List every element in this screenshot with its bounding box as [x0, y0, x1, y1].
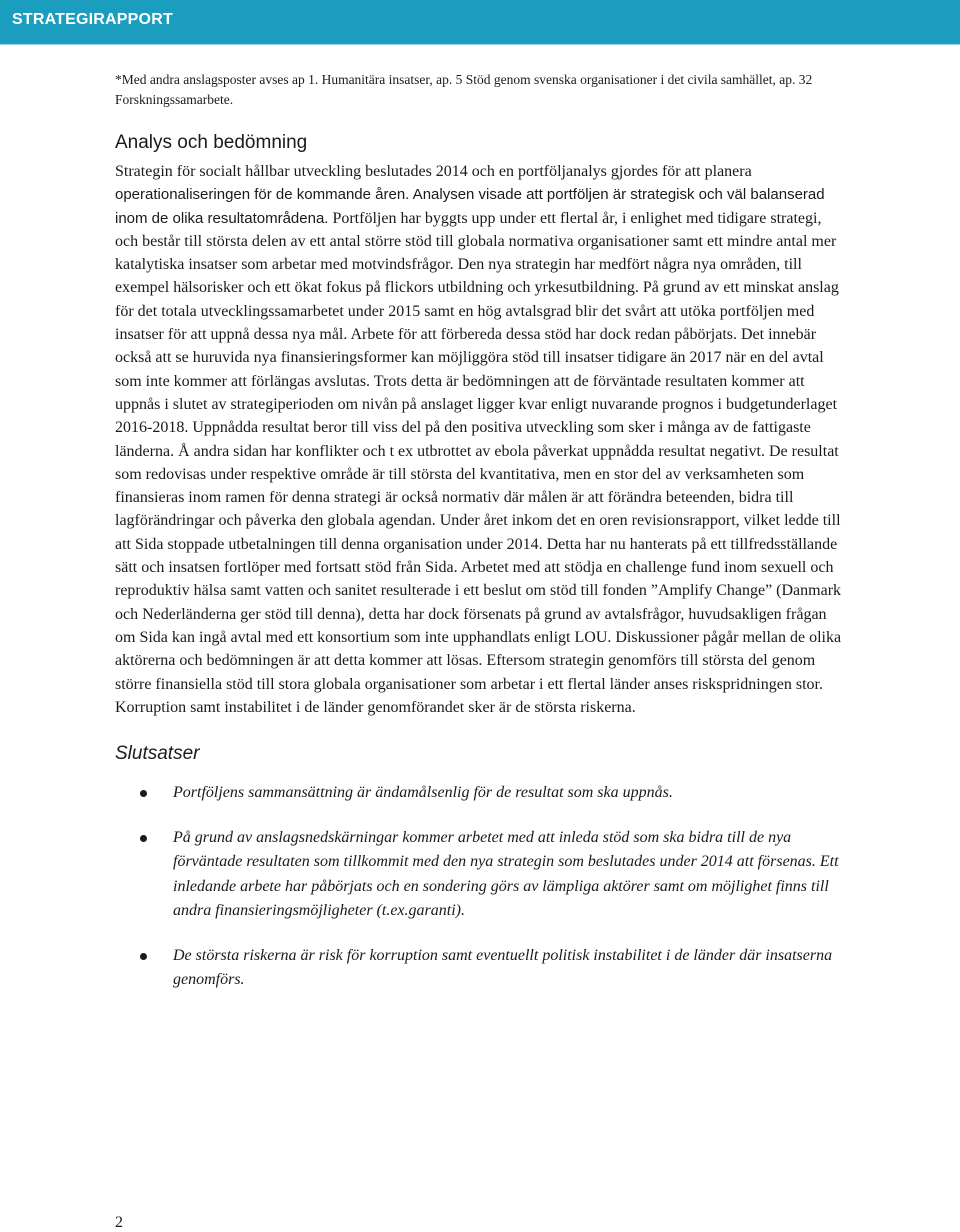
bullet-icon	[140, 790, 147, 797]
conclusions-heading: Slutsatser	[115, 743, 200, 765]
bullet-icon	[140, 953, 147, 960]
list-item	[115, 826, 845, 924]
bullet-icon	[140, 835, 147, 842]
analysis-intro-sans: operationaliseringen för de kommande åren. Analysen visade att portföljen är strategisk och väl balanserad inom de olika resultatområdena.	[115, 186, 825, 227]
document-title: STRATEGIRAPPORT	[12, 11, 173, 28]
conclusions-list	[115, 781, 845, 993]
list-item	[115, 944, 845, 993]
analysis-intro-serif: Strategin för socialt hållbar utveckling beslutades 2014 och en portföljanalys gjordes för att planera	[115, 163, 752, 180]
conclusion-text: På grund av anslagsnedskärningar kommer arbetet med att inleda stöd som ska bidra till de nya förväntade resultaten som tillkommit med den nya strategin som beslutades under 2014 att försenas. Ett inledande arbete har påbörjats och en sondering görs av lämpliga aktörer samt om möjlighet finns till andra finansieringsmöjligheter (t.ex.garanti).	[173, 828, 839, 920]
footnote: *Med andra anslagsposter avses ap 1. Humanitära insatser, ap. 5 Stöd genom svenska organisationer i det civila samhället, ap. 32 Forskningssamarbete.	[115, 72, 813, 107]
header-bar	[0, 0, 960, 45]
conclusion-text: Portföljens sammansättning är ändamålsenlig för de resultat som ska uppnås.	[173, 784, 673, 802]
conclusion-text: De största riskerna är risk för korruption samt eventuellt politisk instabilitet i de länder där insatserna genomförs.	[173, 946, 833, 989]
analysis-paragraph	[115, 160, 845, 719]
analysis-body: Portföljen har byggts upp under ett flertal år, i enlighet med tidigare strategi, och består till största delen av ett antal större stöd till globala normativa organisationer samt ett mindre antal mer katalytiska insatser som arbetar med motvindsfrågor. Den nya strategin har medfört några nya områden, till exempel hälsorisker och ett ökat fokus på flickors utbildning och yrkesutbildning. På grund av ett minskat anslag för det totala utvecklingssamarbetet under 2015 samt en hög avtalsgrad blir det svårt att utöka portföljen med insatser för att uppnå dessa nya mål. Arbete för att förbereda dessa stöd har dock redan påbörjats. Det innebär också att se huruvida nya finansieringsformer kan möjliggöra stöd till insatser tidigare än 2017 när en del avtal som inte kommer att förlängas avslutas. Trots detta är bedömningen att de förväntade resultaten kommer att uppnås i slutet av strategiperioden om nivån på anslaget ligger kvar enligt nuvarande prognos i budgetunderlaget 2016-2018. Uppnådda resultat beror till viss del på den positiva utveckling som sker i många av de fattigaste länderna. Å andra sidan har konflikter och t ex utbrottet av ebola påverkat uppnådda resultat negativt. De resultat som redovisas under respektive område är till största del kvantitativa, men en stor del av verksamheten som finansieras inom ramen för denna strategi är också normativ där målen är att förändra beteenden, bidra till lagförändringar och påverka den globala agendan. Under året inkom det en oren revisionsrapport, vilket ledde till att Sida stoppade utbetalningen till denna organisation under 2014. Detta har nu hanterats på ett tillfredsställande sätt och insatsen fortlöper med fortsatt stöd från Sida. Arbetet med att stödja en challenge fund inom sexuell och reproduktiv hälsa samt vatten och sanitet resulterade i ett beslut om stöd till fonden ”Amplify Change” (Danmark och Nederländerna ger stöd till denna), detta har dock försenats på grund av avtalsfrågor, huvudsakligen frågan om Sida kan ingå avtal med ett konsortium som inte upphandlats enligt LOU. Diskussioner pågår mellan de olika aktörerna och bedömningen är att detta kommer att lösas. Eftersom strategin genomförs till största del genom större finansiella stöd till stora globala organisationer som arbetar i ett flertal länder anses riskspridningen stor. Korruption samt instabilitet i de länder genomförandet sker är de största riskerna.	[115, 209, 842, 716]
list-item	[115, 781, 845, 806]
page-number: 2	[115, 1214, 123, 1231]
analysis-heading: Analys och bedömning	[115, 132, 308, 153]
page-content	[115, 70, 845, 1013]
